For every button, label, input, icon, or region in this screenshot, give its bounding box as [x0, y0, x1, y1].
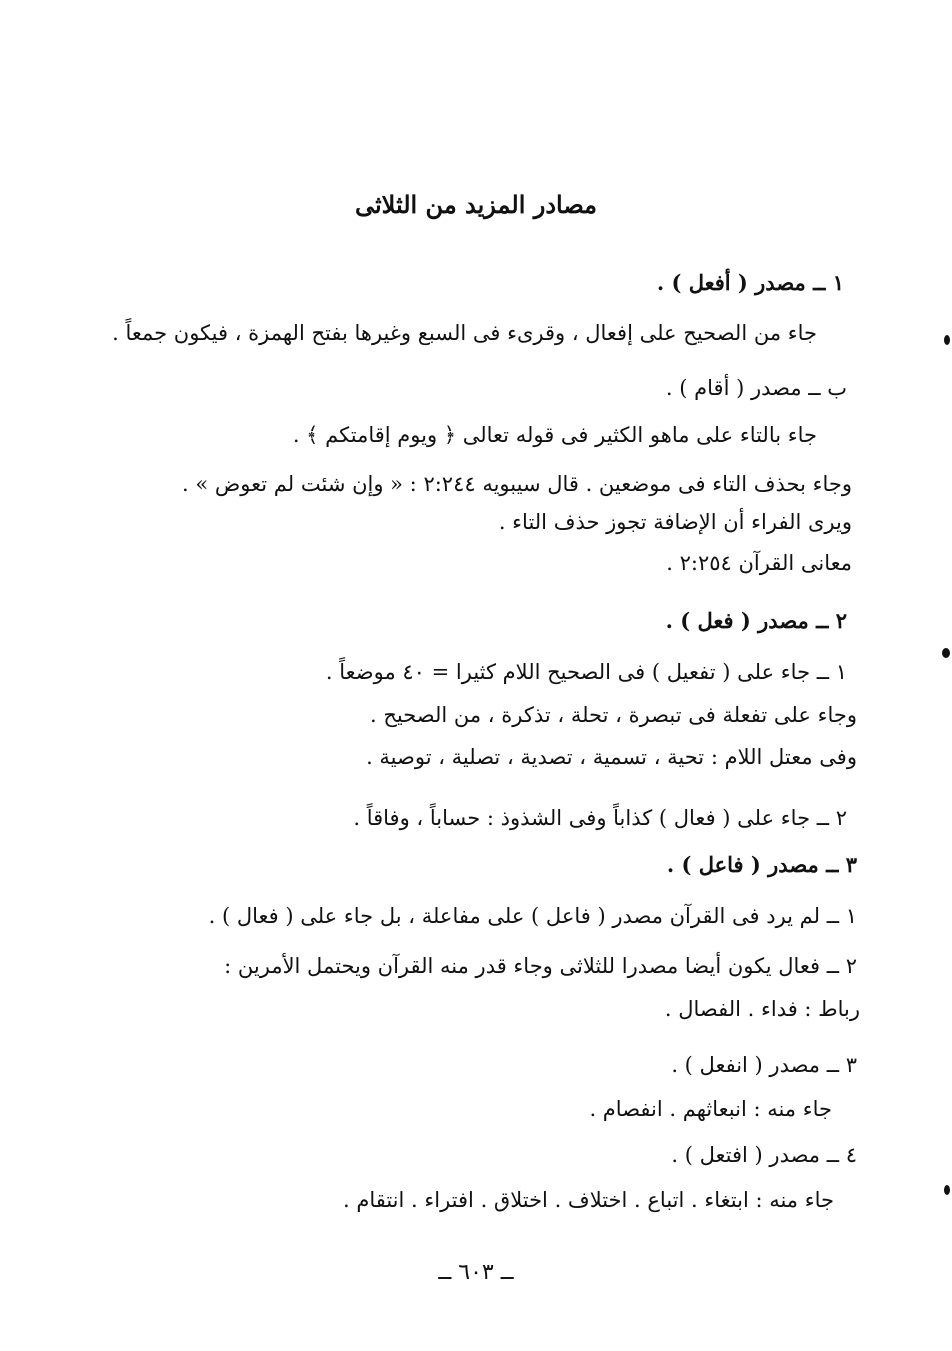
scan-edge-mark	[942, 648, 950, 658]
paragraph-line: ١ ــ جاء على ( تفعيل ) فى الصحيح اللام كثيرا = ٤٠ موضعاً .	[325, 660, 847, 684]
paragraph-line: جاء بالتاء على ماهو الكثير فى قوله تعالى ﴿ ويوم إقامتكم ﴾ .	[292, 423, 817, 447]
paragraph-line: رباط : فداء . الفصال .	[664, 997, 860, 1021]
section-heading-2: ٢ ــ مصدر ( فعل ) .	[665, 608, 847, 633]
paragraph-line: جاء من الصحيح على إفعال ، وقرىء فى السبع وغيرها بفتح الهمزة ، فيكون جمعاً .	[112, 321, 817, 345]
paragraph-line: وفى معتل اللام : تحية ، تسمية ، تصدية ، تصلية ، توصية .	[366, 745, 857, 769]
section-heading-3: ٣ ــ مصدر ( فاعل ) .	[666, 852, 857, 877]
subsection-heading-4: ٤ ــ مصدر ( افتعل ) .	[671, 1143, 857, 1167]
scan-edge-mark	[944, 335, 950, 345]
paragraph-line: جاء منه : انبعاثهم . انفصام .	[589, 1097, 832, 1121]
subsection-heading-b: ب ــ مصدر ( أقام ) .	[665, 376, 847, 400]
paragraph-line: ٢ ــ جاء على ( فعال ) كذاباً وفى الشذوذ : حساباً ، وفاقاً .	[353, 806, 847, 830]
paragraph-line: وجاء بحذف التاء فى موضعين . قال سيبويه ٢:٢٤٤ : « وإن شئت لم تعوض » .	[182, 472, 852, 496]
reference-line: معانى القرآن ٢:٢٥٤ .	[666, 551, 852, 575]
page-number: ــ ٦٠٣ ــ	[438, 1260, 514, 1285]
page-title: مصادر المزيد من الثلاثى	[354, 190, 598, 219]
paragraph-line: ١ ــ لم يرد فى القرآن مصدر ( فاعل ) على مفاعلة ، بل جاء على ( فعال ) .	[208, 904, 857, 928]
paragraph-line: ٢ ــ فعال يكون أيضا مصدرا للثلاثى وجاء قدر منه القرآن ويحتمل الأمرين :	[224, 954, 857, 978]
scan-edge-mark	[944, 1185, 950, 1195]
subsection-heading-3: ٣ ــ مصدر ( انفعل ) .	[671, 1053, 857, 1077]
paragraph-line: وجاء على تفعلة فى تبصرة ، تحلة ، تذكرة ، من الصحيح .	[369, 703, 857, 727]
section-heading-1: ١ ــ مصدر ( أفعل ) .	[656, 270, 844, 295]
paragraph-line: ويرى الفراء أن الإضافة تجوز حذف التاء .	[498, 510, 852, 534]
paragraph-line: جاء منه : ابتغاء . اتباع . اختلاف . اختلاق . افتراء . انتقام .	[342, 1188, 834, 1212]
